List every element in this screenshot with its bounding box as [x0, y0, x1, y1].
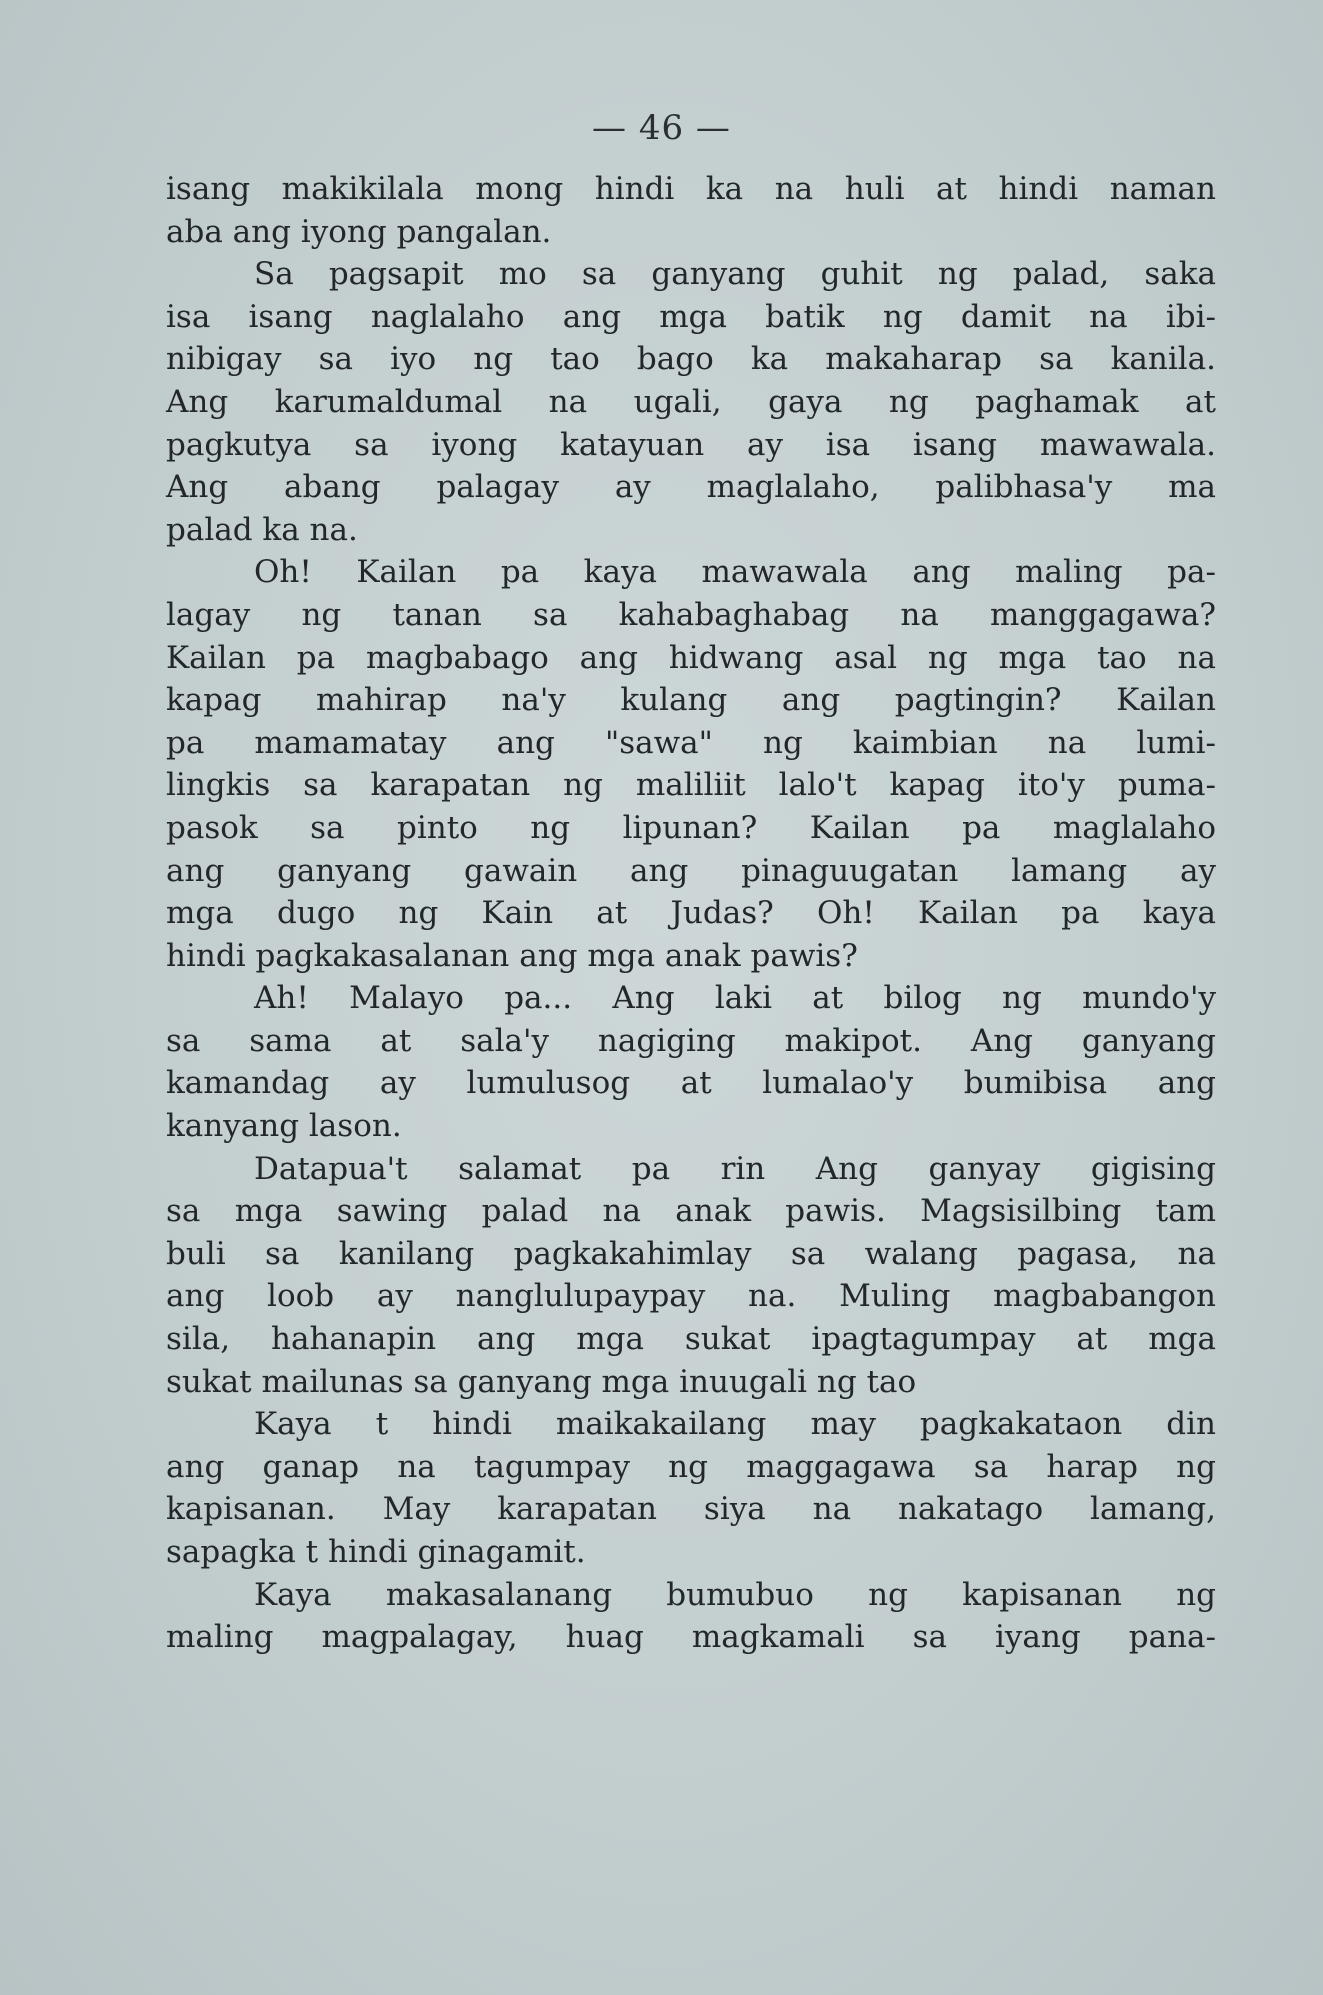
text-line: palad ka na.: [166, 511, 358, 548]
text-line: mga dugo ng Kain at Judas? Oh! Kailan pa kaya: [166, 895, 1216, 932]
text-line: sila, hahanapin ang mga sukat ipagtagumpay at mga: [166, 1321, 1216, 1358]
body-text: [166, 168, 1216, 1659]
text-line: Datapua't salamat pa rin Ang ganyay gigising: [254, 1150, 1216, 1187]
text-line: Ang abang palagay ay maglalaho, palibhasa'y ma: [166, 469, 1216, 506]
text-line: Kaya makasalanang bumubuo ng kapisanan ng: [254, 1576, 1216, 1613]
text-line: sukat mailunas sa ganyang mga inuugali ng tao: [166, 1363, 917, 1400]
text-line: sa sama at sala'y nagiging makipot. Ang ganyang: [166, 1022, 1216, 1059]
text-line: kanyang lason.: [166, 1108, 402, 1145]
text-line: Ang karumaldumal na ugali, gaya ng paghamak at: [166, 383, 1216, 420]
text-line: Kaya t hindi maikakailang may pagkakataon din: [254, 1406, 1216, 1443]
text-line: lagay ng tanan sa kahabaghabag na manggagawa?: [166, 596, 1216, 633]
text-line: isang makikilala mong hindi ka na huli at hindi naman: [166, 171, 1216, 207]
text-line: Kailan pa magbabago ang hidwang asal ng mga tao na: [166, 639, 1216, 676]
text-line: pagkutya sa iyong katayuan ay isa isang mawawala.: [166, 426, 1216, 463]
text-line: hindi pagkakasalanan ang mga anak pawis?: [166, 937, 858, 974]
text-line: sapagka t hindi ginagamit.: [166, 1534, 586, 1570]
text-line: pasok sa pinto ng lipunan? Kailan pa maglalaho: [166, 809, 1216, 846]
text-line: maling magpalagay, huag magkamali sa iyang pana-: [166, 1619, 1216, 1656]
text-line: Oh! Kailan pa kaya mawawala ang maling pa-: [254, 554, 1216, 591]
text-line: lingkis sa karapatan ng maliliit lalo't kapag ito'y puma-: [166, 767, 1216, 804]
text-line: ang ganap na tagumpay ng maggagawa sa harap ng: [166, 1448, 1216, 1485]
text-line: buli sa kanilang pagkakahimlay sa walang pagasa, na: [166, 1235, 1216, 1272]
text-line: Sa pagsapit mo sa ganyang guhit ng palad, saka: [254, 256, 1216, 293]
text-line: sa mga sawing palad na anak pawis. Magsisilbing tam: [166, 1193, 1216, 1230]
text-line: aba ang iyong pangalan.: [166, 213, 552, 250]
text-line: kamandag ay lumulusog at lumalao'y bumibisa ang: [166, 1065, 1216, 1102]
text-line: Ah! Malayo pa... Ang laki at bilog ng mundo'y: [254, 980, 1216, 1017]
text-line: kapisanan. May karapatan siya na nakatago lamang,: [166, 1491, 1216, 1528]
text-line: pa mamamatay ang "sawa" ng kaimbian na lumi-: [166, 724, 1216, 761]
text-line: nibigay sa iyo ng tao bago ka makaharap sa kanila.: [166, 341, 1216, 378]
text-line: ang loob ay nanglulupaypay na. Muling magbabangon: [166, 1278, 1216, 1315]
text-line: kapag mahirap na'y kulang ang pagtingin? Kailan: [166, 682, 1216, 719]
text-line: isa isang naglalaho ang mga batik ng damit na ibi-: [166, 298, 1216, 335]
text-line: ang ganyang gawain ang pinaguugatan lamang ay: [166, 852, 1216, 889]
page-number: — 46 —: [592, 108, 731, 148]
